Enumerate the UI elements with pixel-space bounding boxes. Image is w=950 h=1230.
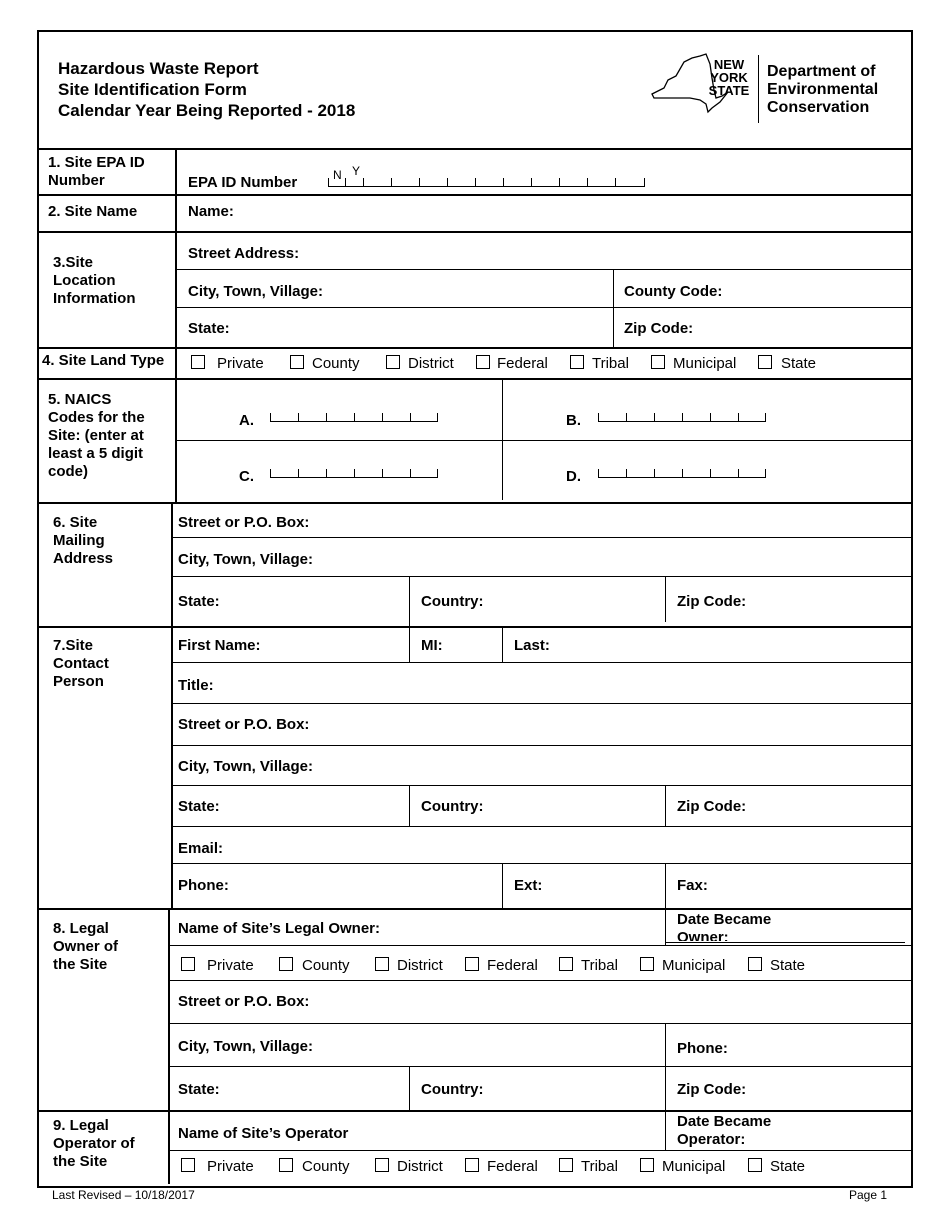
naics-tick bbox=[437, 469, 438, 477]
section-7-title-line-3: Person bbox=[53, 673, 104, 690]
operator-name-label[interactable]: Name of Site’s Operator bbox=[178, 1125, 349, 1142]
naics-tick bbox=[326, 413, 327, 421]
epa-id-tick bbox=[644, 178, 645, 186]
divider-s6 bbox=[37, 626, 911, 628]
section-3-title-line-3: Information bbox=[53, 290, 136, 307]
section-6-title-line-3: Address bbox=[53, 550, 114, 567]
section-1-title-line-2: Number bbox=[48, 172, 105, 189]
left-col-divider-c bbox=[168, 908, 170, 1184]
form-title: Hazardous Waste Report bbox=[58, 59, 259, 78]
owner-type-federal-checkbox[interactable] bbox=[465, 957, 479, 971]
owner-type-private-label: Private bbox=[207, 957, 254, 974]
naics-tick bbox=[626, 469, 627, 477]
mailing-country-label[interactable]: Country: bbox=[421, 593, 484, 610]
naics-tick bbox=[738, 469, 739, 477]
logo-dept-line-1: Department of bbox=[767, 63, 876, 80]
form-subtitle: Site Identification Form bbox=[58, 80, 247, 99]
owner-type-municipal-label: Municipal bbox=[662, 957, 726, 974]
contact-phone-label[interactable]: Phone: bbox=[178, 877, 229, 894]
s3-row-divider-2 bbox=[175, 307, 911, 308]
section-8-title-line-3: the Site bbox=[53, 956, 108, 973]
owner-type-county-label: County bbox=[302, 957, 350, 974]
s8-state-divider bbox=[409, 1066, 410, 1110]
s7-name-divider-2 bbox=[502, 626, 503, 662]
operator-type-municipal-label: Municipal bbox=[662, 1158, 726, 1175]
naics-tick bbox=[765, 413, 766, 421]
section-4-title: 4. Site Land Type bbox=[42, 352, 165, 369]
land-type-state-checkbox[interactable] bbox=[758, 355, 772, 369]
logo-divider bbox=[758, 55, 759, 123]
owner-street-label[interactable]: Street or P.O. Box: bbox=[178, 993, 310, 1010]
section-5-title-line-1: 5. NAICS bbox=[48, 391, 112, 408]
section-9-title bbox=[53, 1117, 135, 1171]
epa-id-field[interactable] bbox=[328, 164, 645, 187]
land-type-private-checkbox[interactable] bbox=[191, 355, 205, 369]
street-address-label[interactable]: Street Address: bbox=[188, 245, 300, 262]
naics-tick bbox=[738, 413, 739, 421]
divider-s3 bbox=[37, 347, 911, 349]
owner-type-municipal-checkbox[interactable] bbox=[640, 957, 654, 971]
land-type-municipal-checkbox[interactable] bbox=[651, 355, 665, 369]
land-type-county-checkbox[interactable] bbox=[290, 355, 304, 369]
naics-tick bbox=[682, 413, 683, 421]
divider-s2 bbox=[37, 231, 911, 233]
owner-type-tribal-label: Tribal bbox=[581, 957, 618, 974]
section-3-title-line-1: 3.Site bbox=[53, 254, 94, 271]
owner-type-private-checkbox[interactable] bbox=[181, 957, 195, 971]
owner-type-federal-label: Federal bbox=[487, 957, 538, 974]
s8-owner-divider bbox=[665, 908, 666, 945]
naics-b-label: B. bbox=[566, 412, 581, 429]
owner-type-tribal-checkbox[interactable] bbox=[559, 957, 573, 971]
operator-type-county-label: County bbox=[302, 1158, 350, 1175]
owner-city-label[interactable]: City, Town, Village: bbox=[178, 1038, 314, 1055]
mailing-state-label[interactable]: State: bbox=[178, 593, 220, 610]
owner-type-state-checkbox[interactable] bbox=[748, 957, 762, 971]
epa-id-tick bbox=[531, 178, 532, 186]
contact-zip-label[interactable]: Zip Code: bbox=[677, 798, 747, 815]
naics-tick bbox=[270, 413, 271, 421]
epa-id-tick bbox=[587, 178, 588, 186]
s8-row-divider-2 bbox=[168, 980, 911, 981]
naics-tick bbox=[326, 469, 327, 477]
logo-word-new: NEW bbox=[713, 57, 745, 72]
naics-tick bbox=[410, 469, 411, 477]
owner-type-state-label: State bbox=[770, 957, 806, 974]
operator-type-federal-label: Federal bbox=[487, 1158, 538, 1175]
operator-date-label-line-2: Operator: bbox=[677, 1131, 746, 1148]
s8-row-divider-4 bbox=[168, 1066, 911, 1067]
contact-street-label[interactable]: Street or P.O. Box: bbox=[178, 716, 310, 733]
contact-first-name-label[interactable]: First Name: bbox=[178, 637, 261, 654]
s7-row-divider-4 bbox=[171, 785, 911, 786]
naics-tick bbox=[354, 413, 355, 421]
contact-title-label[interactable]: Title: bbox=[178, 677, 214, 694]
legal-owner-name-label[interactable]: Name of Site’s Legal Owner: bbox=[178, 920, 380, 937]
section-8-title-line-1: 8. Legal bbox=[53, 920, 109, 937]
section-1-title bbox=[48, 154, 145, 190]
operator-type-county-checkbox[interactable] bbox=[279, 1158, 293, 1172]
land-type-district-label: District bbox=[408, 355, 454, 372]
section-9-title-line-1: 9. Legal bbox=[53, 1117, 109, 1134]
naics-tick bbox=[382, 413, 383, 421]
owner-country-label[interactable]: Country: bbox=[421, 1081, 484, 1098]
naics-tick bbox=[654, 413, 655, 421]
contact-city-label[interactable]: City, Town, Village: bbox=[178, 758, 314, 775]
section-8-title-line-2: Owner of bbox=[53, 938, 119, 955]
mailing-zip-label[interactable]: Zip Code: bbox=[677, 593, 747, 610]
county-code-label[interactable]: County Code: bbox=[624, 283, 723, 300]
logo-dept-line-2: Environmental bbox=[767, 81, 879, 98]
epa-id-tick bbox=[615, 178, 616, 186]
s7-row-divider-5 bbox=[171, 826, 911, 827]
mailing-city-label[interactable]: City, Town, Village: bbox=[178, 551, 314, 568]
naics-tick bbox=[298, 469, 299, 477]
naics-tick bbox=[626, 413, 627, 421]
operator-type-district-checkbox[interactable] bbox=[375, 1158, 389, 1172]
mailing-street-label[interactable]: Street or P.O. Box: bbox=[178, 514, 310, 531]
s8-row-divider-1 bbox=[168, 945, 911, 946]
epa-id-prefix-y: Y bbox=[352, 164, 361, 178]
contact-country-label[interactable]: Country: bbox=[421, 798, 484, 815]
divider-header bbox=[37, 148, 911, 150]
epa-id-label: EPA ID Number bbox=[188, 174, 298, 191]
operator-type-state-label: State bbox=[770, 1158, 806, 1175]
s7-addr-divider-1 bbox=[409, 785, 410, 826]
s7-row-divider-2 bbox=[171, 703, 911, 704]
epa-id-prefix-n: N bbox=[333, 168, 342, 182]
s3-col-divider bbox=[613, 269, 614, 347]
section-5-title-line-5: code) bbox=[48, 463, 89, 480]
section-7-title-line-2: Contact bbox=[53, 655, 109, 672]
section-9-title-line-2: Operator of bbox=[53, 1135, 135, 1152]
s8-row-divider-3 bbox=[168, 1023, 911, 1024]
section-3-title bbox=[53, 254, 136, 308]
logo-state-text bbox=[706, 58, 752, 97]
operator-date-label-line-1: Date Became bbox=[677, 1113, 772, 1130]
s3-row-divider-1 bbox=[175, 269, 911, 270]
s7-name-divider-1 bbox=[409, 626, 410, 662]
owner-type-district-checkbox[interactable] bbox=[375, 957, 389, 971]
operator-type-district-label: District bbox=[397, 1158, 443, 1175]
contact-fax-label[interactable]: Fax: bbox=[677, 877, 708, 894]
city-label[interactable]: City, Town, Village: bbox=[188, 283, 324, 300]
operator-type-municipal-checkbox[interactable] bbox=[640, 1158, 654, 1172]
site-name-label[interactable]: Name: bbox=[188, 203, 234, 220]
naics-tick bbox=[765, 469, 766, 477]
section-5-title-line-2: Codes for the bbox=[48, 409, 145, 426]
divider-s1 bbox=[37, 194, 911, 196]
logo-dept-line-3: Conservation bbox=[767, 99, 870, 116]
naics-tick bbox=[354, 469, 355, 477]
naics-tick bbox=[654, 469, 655, 477]
epa-id-tick bbox=[447, 178, 448, 186]
naics-tick bbox=[598, 469, 599, 477]
s8-owner-date-underline bbox=[665, 942, 905, 943]
s7-phone-divider-1 bbox=[502, 863, 503, 908]
calendar-year: Calendar Year Being Reported - 2018 bbox=[58, 101, 356, 120]
s5-col-divider bbox=[502, 378, 503, 500]
s6-col-divider-1 bbox=[409, 576, 410, 626]
logo-word-york: YORK bbox=[710, 70, 748, 85]
land-type-federal-checkbox[interactable] bbox=[476, 355, 490, 369]
operator-type-tribal-label: Tribal bbox=[581, 1158, 618, 1175]
section-7-title bbox=[53, 637, 109, 691]
operator-type-state-checkbox[interactable] bbox=[748, 1158, 762, 1172]
operator-date-label[interactable] bbox=[677, 1113, 771, 1149]
epa-id-tick bbox=[391, 178, 392, 186]
naics-tick bbox=[710, 469, 711, 477]
s7-row-divider-6 bbox=[171, 863, 911, 864]
logo-word-state: STATE bbox=[708, 83, 750, 98]
naics-c-field[interactable] bbox=[270, 467, 438, 478]
naics-tick bbox=[298, 413, 299, 421]
section-6-title-line-2: Mailing bbox=[53, 532, 105, 549]
zip-code-label[interactable]: Zip Code: bbox=[624, 320, 694, 337]
epa-id-tick bbox=[503, 178, 504, 186]
operator-type-private-checkbox[interactable] bbox=[181, 1158, 195, 1172]
owner-type-district-label: District bbox=[397, 957, 443, 974]
owner-type-county-checkbox[interactable] bbox=[279, 957, 293, 971]
epa-id-tick bbox=[419, 178, 420, 186]
land-type-state-label: State bbox=[781, 355, 817, 372]
section-5-title-line-4: least a 5 digit bbox=[48, 445, 144, 462]
naics-tick bbox=[682, 469, 683, 477]
s9-operator-divider bbox=[665, 1110, 666, 1150]
last-revised: Last Revised – 10/18/2017 bbox=[52, 1188, 195, 1202]
land-type-district-checkbox[interactable] bbox=[386, 355, 400, 369]
left-col-divider-a bbox=[175, 148, 177, 502]
section-2-title: 2. Site Name bbox=[48, 203, 138, 220]
naics-c-label: C. bbox=[239, 468, 254, 485]
owner-date-label[interactable] bbox=[677, 911, 771, 941]
page-number: Page 1 bbox=[849, 1188, 888, 1202]
contact-last-name-label[interactable]: Last: bbox=[514, 637, 550, 654]
s7-row-divider-3 bbox=[171, 745, 911, 746]
section-5-title bbox=[48, 391, 145, 481]
naics-tick bbox=[710, 413, 711, 421]
state-label[interactable]: State: bbox=[188, 320, 230, 337]
s5-row-divider bbox=[175, 440, 911, 441]
land-type-private-label: Private bbox=[217, 355, 264, 372]
epa-id-tick bbox=[345, 178, 346, 186]
operator-type-tribal-checkbox[interactable] bbox=[559, 1158, 573, 1172]
operator-type-federal-checkbox[interactable] bbox=[465, 1158, 479, 1172]
logo-department-text bbox=[767, 63, 878, 117]
land-type-tribal-checkbox[interactable] bbox=[570, 355, 584, 369]
section-1-title-line-1: 1. Site EPA ID bbox=[48, 154, 145, 171]
land-type-municipal-label: Municipal bbox=[673, 355, 737, 372]
divider-s4 bbox=[37, 378, 911, 380]
naics-d-label: D. bbox=[566, 468, 581, 485]
epa-id-tick bbox=[328, 178, 329, 186]
s6-col-divider-2 bbox=[665, 576, 666, 622]
naics-a-label: A. bbox=[239, 412, 254, 429]
epa-id-tick bbox=[475, 178, 476, 186]
naics-tick bbox=[382, 469, 383, 477]
naics-d-field[interactable] bbox=[598, 467, 766, 478]
land-type-federal-label: Federal bbox=[497, 355, 548, 372]
section-6-title bbox=[53, 514, 113, 568]
naics-tick bbox=[437, 413, 438, 421]
section-6-title-line-1: 6. Site bbox=[53, 514, 98, 531]
epa-id-tick bbox=[363, 178, 364, 186]
s6-row-divider-1 bbox=[171, 537, 911, 538]
s7-addr-divider-2 bbox=[665, 785, 666, 826]
s7-phone-divider-2 bbox=[665, 863, 666, 908]
owner-phone-label[interactable]: Phone: bbox=[677, 1040, 728, 1057]
naics-b-field[interactable] bbox=[598, 411, 766, 422]
naics-a-field[interactable] bbox=[270, 411, 438, 422]
left-col-divider-b bbox=[171, 502, 173, 910]
land-type-county-label: County bbox=[312, 355, 360, 372]
owner-date-label-line-1: Date Became bbox=[677, 911, 772, 928]
land-type-tribal-label: Tribal bbox=[592, 355, 629, 372]
naics-tick bbox=[410, 413, 411, 421]
divider-s5 bbox=[37, 502, 911, 504]
s6-row-divider-2 bbox=[171, 576, 911, 577]
owner-state-label[interactable]: State: bbox=[178, 1081, 220, 1098]
naics-tick bbox=[598, 413, 599, 421]
contact-ext-label[interactable]: Ext: bbox=[514, 877, 543, 894]
contact-state-label[interactable]: State: bbox=[178, 798, 220, 815]
section-5-title-line-3: Site: (enter at bbox=[48, 427, 144, 444]
contact-email-label[interactable]: Email: bbox=[178, 840, 224, 857]
s7-row-divider-1 bbox=[171, 662, 911, 663]
section-3-title-line-2: Location bbox=[53, 272, 116, 289]
section-9-title-line-3: the Site bbox=[53, 1153, 108, 1170]
owner-zip-label[interactable]: Zip Code: bbox=[677, 1081, 747, 1098]
section-7-title-line-1: 7.Site bbox=[53, 637, 94, 654]
section-8-title bbox=[53, 920, 118, 974]
naics-tick bbox=[270, 469, 271, 477]
epa-id-tick bbox=[559, 178, 560, 186]
owner-date-label-line-2: Owner: bbox=[677, 929, 729, 941]
operator-type-private-label: Private bbox=[207, 1158, 254, 1175]
s9-row-divider-1 bbox=[168, 1150, 911, 1151]
contact-mi-label[interactable]: MI: bbox=[421, 637, 443, 654]
